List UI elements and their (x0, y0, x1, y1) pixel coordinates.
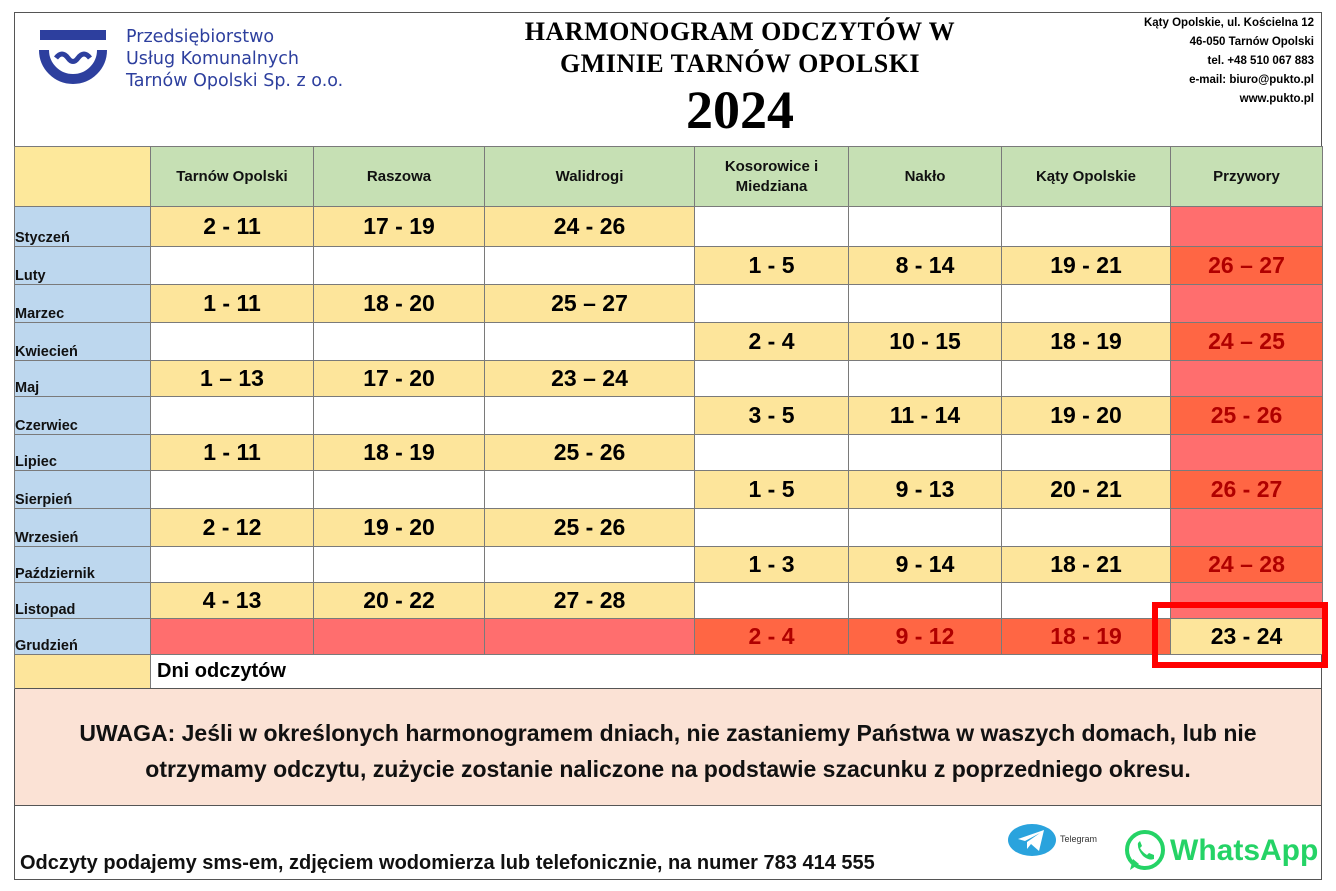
schedule-cell: 4 - 13 (151, 583, 314, 619)
table-row (15, 207, 1323, 247)
schedule-cell: 17 - 19 (314, 207, 485, 247)
schedule-cell: 1 - 11 (151, 435, 314, 471)
schedule-cell (314, 547, 485, 583)
schedule-cell: 3 - 5 (695, 397, 849, 435)
schedule-cell (849, 509, 1002, 547)
schedule-cell: 25 – 27 (485, 285, 695, 323)
schedule-table (14, 146, 1323, 689)
schedule-cell (695, 285, 849, 323)
whatsapp-link[interactable] (1122, 826, 1319, 876)
column-header: Nakło (849, 147, 1002, 207)
schedule-cell (485, 471, 695, 509)
schedule-cell (314, 619, 485, 655)
schedule-cell: 9 - 12 (849, 619, 1002, 655)
schedule-cell: 25 - 26 (485, 509, 695, 547)
schedule-cell: 1 - 11 (151, 285, 314, 323)
schedule-cell (314, 247, 485, 285)
month-label: Marzec (15, 285, 151, 323)
header-row (15, 147, 1323, 207)
schedule-cell (314, 471, 485, 509)
notice-line2: otrzymamy odczytu, zużycie zostanie naliczone na podstawie szacunku z poprzedniego okresu. (145, 756, 1191, 782)
telegram-icon (1008, 823, 1058, 857)
month-label: Październik (15, 547, 151, 583)
month-label: Luty (15, 247, 151, 285)
schedule-cell: 24 – 28 (1171, 547, 1323, 583)
schedule-cell (695, 509, 849, 547)
table-row (15, 397, 1323, 435)
schedule-cell (485, 323, 695, 361)
company-logo (36, 26, 366, 106)
schedule-cell: 18 - 19 (1002, 619, 1171, 655)
schedule-cell (849, 583, 1002, 619)
schedule-cell (151, 619, 314, 655)
month-label: Kwiecień (15, 323, 151, 361)
schedule-cell: 25 - 26 (485, 435, 695, 471)
schedule-cell (695, 435, 849, 471)
table-row (15, 361, 1323, 397)
month-label: Sierpień (15, 471, 151, 509)
schedule-cell (1171, 435, 1323, 471)
schedule-cell: 19 - 20 (1002, 397, 1171, 435)
month-label: Maj (15, 361, 151, 397)
schedule-cell (849, 207, 1002, 247)
schedule-cell (1171, 361, 1323, 397)
company-name-line2: Usług Komunalnych (126, 49, 299, 69)
schedule-cell (1002, 435, 1171, 471)
contact-phone: tel. +48 510 067 883 (1207, 55, 1314, 67)
schedule-cell: 24 - 26 (485, 207, 695, 247)
schedule-cell (485, 547, 695, 583)
telegram-link[interactable] (1008, 823, 1118, 859)
schedule-cell: 25 - 26 (1171, 397, 1323, 435)
contact-info (1144, 14, 1314, 109)
schedule-cell (151, 247, 314, 285)
whatsapp-icon (1122, 828, 1168, 874)
schedule-cell (485, 397, 695, 435)
schedule-cell (695, 207, 849, 247)
table-row (15, 285, 1323, 323)
schedule-cell: 1 - 3 (695, 547, 849, 583)
schedule-cell (1002, 361, 1171, 397)
schedule-cell: 26 – 27 (1171, 247, 1323, 285)
schedule-cell (695, 361, 849, 397)
schedule-cell (485, 619, 695, 655)
contact-web[interactable]: www.pukto.pl (1239, 93, 1314, 105)
schedule-cell (1171, 509, 1323, 547)
schedule-cell: 2 - 4 (695, 619, 849, 655)
schedule-cell: 18 - 19 (314, 435, 485, 471)
footer-text: Odczyty podajemy sms-em, zdjęciem wodomierza lub telefonicznie, na numer 783 414 555 (20, 852, 875, 874)
column-header: Raszowa (314, 147, 485, 207)
column-header: Kąty Opolskie (1002, 147, 1171, 207)
table-row (15, 323, 1323, 361)
title-line1: HARMONOGRAM ODCZYTÓW W (524, 17, 956, 46)
schedule-cell: 20 - 22 (314, 583, 485, 619)
table-row (15, 509, 1323, 547)
schedule-cell: 1 - 5 (695, 247, 849, 285)
schedule-cell: 1 - 5 (695, 471, 849, 509)
table-row (15, 247, 1323, 285)
schedule-cell: 19 - 20 (314, 509, 485, 547)
schedule-cell: 9 - 13 (849, 471, 1002, 509)
schedule-cell (314, 397, 485, 435)
telegram-label: Telegram (1060, 834, 1098, 844)
legend-label: Dni odczytów (157, 660, 286, 683)
schedule-cell (1002, 509, 1171, 547)
schedule-cell (1002, 285, 1171, 323)
schedule-cell (849, 361, 1002, 397)
contact-email[interactable]: e-mail: biuro@pukto.pl (1189, 74, 1314, 86)
schedule-cell (695, 583, 849, 619)
schedule-cell: 9 - 14 (849, 547, 1002, 583)
contact-address2: 46-050 Tarnów Opolski (1189, 36, 1314, 48)
schedule-cell: 8 - 14 (849, 247, 1002, 285)
schedule-cell: 2 - 12 (151, 509, 314, 547)
schedule-cell (485, 247, 695, 285)
schedule-cell (849, 435, 1002, 471)
title-line2: GMINIE TARNÓW OPOLSKI (559, 49, 921, 78)
schedule-cell: 23 – 24 (485, 361, 695, 397)
schedule-cell (151, 547, 314, 583)
month-label: Wrzesień (15, 509, 151, 547)
company-name (126, 26, 343, 92)
schedule-cell: 18 - 20 (314, 285, 485, 323)
schedule-cell (1002, 207, 1171, 247)
company-name-line3: Tarnów Opolski Sp. z o.o. (126, 71, 344, 91)
column-header: Walidrogi (485, 147, 695, 207)
pukto-logo-icon (38, 28, 108, 98)
schedule-cell: 18 - 21 (1002, 547, 1171, 583)
whatsapp-label: WhatsApp (1170, 834, 1319, 867)
table-row (15, 547, 1323, 583)
contact-address1: Kąty Opolskie, ul. Kościelna 12 (1143, 17, 1314, 29)
table-row (15, 435, 1323, 471)
schedule-cell: 2 - 4 (695, 323, 849, 361)
month-label: Grudzień (15, 619, 151, 655)
highlight-box (1152, 602, 1328, 668)
schedule-cell: 23 - 24 (1171, 619, 1323, 655)
schedule-cell: 24 – 25 (1171, 323, 1323, 361)
schedule-cell (314, 323, 485, 361)
corner-cell (15, 147, 151, 207)
legend-row (15, 655, 1323, 689)
table-row (15, 619, 1323, 655)
schedule-cell: 19 - 21 (1002, 247, 1171, 285)
table-row (15, 583, 1323, 619)
month-label: Lipiec (15, 435, 151, 471)
schedule-cell: 1 – 13 (151, 361, 314, 397)
column-header: Kosorowice i Miedziana (695, 147, 849, 207)
column-header: Przywory (1171, 147, 1323, 207)
month-label: Styczeń (15, 207, 151, 247)
schedule-cell (1171, 285, 1323, 323)
column-header: Tarnów Opolski (151, 147, 314, 207)
schedule-cell: 2 - 11 (151, 207, 314, 247)
page-title (480, 16, 1000, 140)
schedule-cell: 18 - 19 (1002, 323, 1171, 361)
legend-swatch (15, 655, 151, 689)
schedule-cell (151, 323, 314, 361)
table-row (15, 471, 1323, 509)
schedule-cell: 11 - 14 (849, 397, 1002, 435)
title-year: 2024 (686, 80, 794, 140)
schedule-cell (151, 397, 314, 435)
schedule-cell: 20 - 21 (1002, 471, 1171, 509)
schedule-cell: 26 - 27 (1171, 471, 1323, 509)
schedule-cell (1002, 583, 1171, 619)
schedule-cell: 10 - 15 (849, 323, 1002, 361)
month-label: Listopad (15, 583, 151, 619)
notice-box (15, 688, 1321, 806)
month-label: Czerwiec (15, 397, 151, 435)
schedule-cell (1171, 207, 1323, 247)
schedule-cell (849, 285, 1002, 323)
schedule-cell (151, 471, 314, 509)
schedule-cell: 27 - 28 (485, 583, 695, 619)
company-name-line1: Przedsiębiorstwo (126, 27, 275, 47)
schedule-cell: 17 - 20 (314, 361, 485, 397)
notice-line1: UWAGA: Jeśli w określonych harmonogramem dniach, nie zastaniemy Państwa w waszych domach, lub nie (79, 720, 1257, 746)
